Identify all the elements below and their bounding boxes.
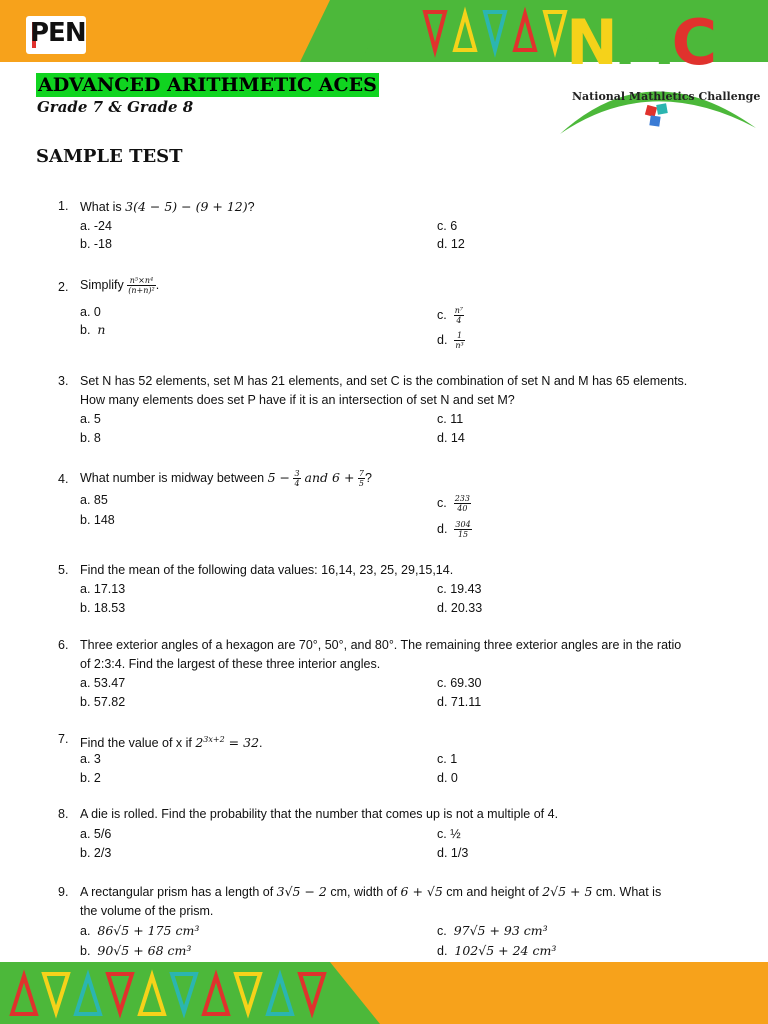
question-text: A die is rolled. Find the probability that the number that comes up is not a multiple of 4. [80, 807, 559, 821]
option-c[interactable]: c. $\frac{\text{n⁷}}{4}$ [437, 306, 464, 326]
option-b[interactable]: b. 2 [80, 771, 101, 785]
option-b[interactable]: b. 2/3 [80, 846, 112, 860]
option-d[interactable]: d. 102√5 + 24 cm³ [437, 943, 557, 958]
question-number: 3. [58, 374, 69, 388]
section-title: SAMPLE TEST [36, 146, 183, 167]
option-b[interactable]: b. 90√5 + 68 cm³ [80, 943, 192, 958]
option-d[interactable]: d. 71.11 [437, 695, 482, 709]
option-c[interactable]: c. 69.30 [437, 676, 482, 690]
option-d[interactable]: d. 12 [437, 237, 465, 251]
option-a[interactable]: a. 17.13 [80, 582, 126, 596]
option-b[interactable]: b. -18 [80, 237, 112, 251]
option-a[interactable]: a. 0 [80, 305, 101, 319]
option-d[interactable]: d. 20.33 [437, 601, 483, 615]
question-number: 4. [58, 472, 69, 486]
option-a[interactable]: a. 85 [80, 493, 108, 507]
option-c[interactable]: c. $\frac{233}{40}$ [437, 494, 470, 514]
option-c[interactable]: c. 97√5 + 93 cm³ [437, 923, 548, 938]
pen-logo-text: PEN [30, 18, 86, 48]
question-number: 7. [58, 732, 69, 746]
test-title: ADVANCED ARITHMETIC ACES [38, 74, 377, 96]
option-c[interactable]: c. 1 [437, 752, 458, 766]
question-number: 1. [58, 199, 69, 213]
option-d[interactable]: d. 1/3 [437, 846, 469, 860]
nmc-logo-text: NMC [566, 6, 714, 79]
question-number: 9. [58, 885, 69, 899]
option-c[interactable]: c. 19.43 [437, 582, 482, 596]
option-d[interactable]: d. 0 [437, 771, 458, 785]
option-a[interactable]: a. 5 [80, 412, 101, 426]
option-b[interactable]: b. 8 [80, 431, 101, 445]
option-d[interactable]: d. $\frac{1}{\text{n³}}$ [437, 331, 464, 351]
question-number: 6. [58, 638, 69, 652]
nmc-tagline: National Mathletics Challenge [572, 90, 761, 103]
option-b[interactable]: b. n [80, 322, 106, 337]
question-text: Find the mean of the following data values: 16,14, 23, 25, 29,15,14. [80, 563, 454, 577]
question-text: Simplify $\frac{\text{n⁵×n⁴}}{\text{(n+n)²}}$ . [80, 276, 160, 296]
option-d[interactable]: d. $\frac{304}{15}$ [437, 520, 471, 540]
option-d[interactable]: d. 14 [437, 431, 465, 445]
question-text: What is 3(4 − 5) − (9 + 12)? [80, 199, 255, 214]
option-c[interactable]: c. ½ [437, 827, 461, 841]
option-b[interactable]: b. 18.53 [80, 601, 126, 615]
question-text: Three exterior angles of a hexagon are 70°, 50°, and 80°. The remaining three exterior angles are in the ratio of 2:3:4. Find the largest of these three interior angles. [80, 638, 682, 671]
option-a[interactable]: a. 53.47 [80, 676, 126, 690]
question-text: Find the value of x if $2^{3x+2} = 32$. [80, 735, 263, 751]
option-b[interactable]: b. 148 [80, 513, 115, 527]
question-text: What number is midway between 5 − $\frac{3}{4}$ and 6 + $\frac{7}{5}$ ? [80, 469, 372, 489]
footer-pattern [0, 962, 768, 1024]
option-c[interactable]: c. 6 [437, 219, 458, 233]
question-text: Set N has 52 elements, set M has 21 elements, and set C is the combination of set N and M has 65 elements. How many elements does set P have if it is an intersection of set N and set M? [80, 374, 688, 407]
option-b[interactable]: b. 57.82 [80, 695, 126, 709]
option-a[interactable]: a. 5/6 [80, 827, 112, 841]
option-c[interactable]: c. 11 [437, 412, 464, 426]
question-number: 8. [58, 807, 69, 821]
footer-band [0, 962, 768, 1024]
grade-level: Grade 7 & Grade 8 [37, 98, 194, 116]
question-number: 5. [58, 563, 69, 577]
question-text: A rectangular prism has a length of 3√5 − 2 cm, width of 6 + √5 cm and height of 2√5 + 5 cm. What is the volume of the prism. [80, 884, 662, 918]
question-number: 2. [58, 280, 69, 294]
option-a[interactable]: a. -24 [80, 219, 112, 233]
option-a[interactable]: a. 86√5 + 175 cm³ [80, 923, 200, 938]
option-a[interactable]: a. 3 [80, 752, 101, 766]
